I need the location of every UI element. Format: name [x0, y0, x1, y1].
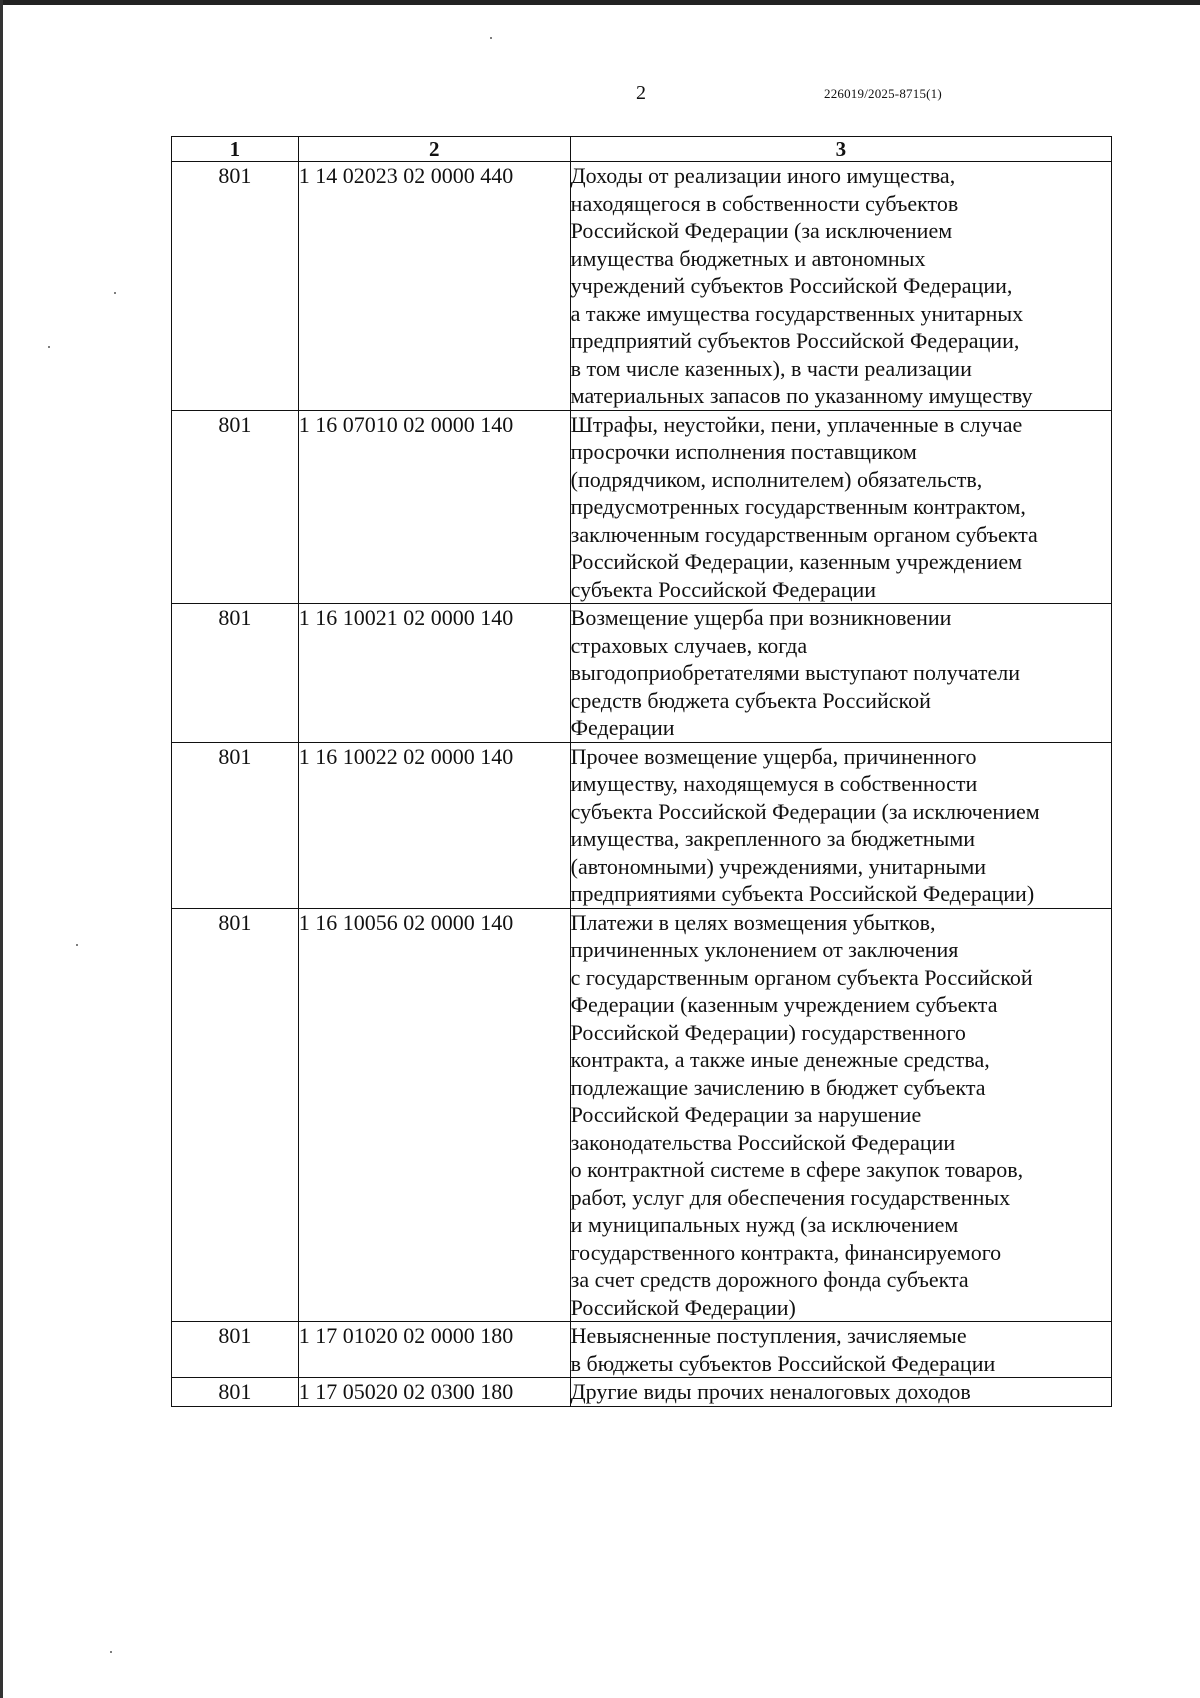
revenue-name-cell: Возмещение ущерба при возникновении страховых случаев, когда выгодоприобретателями выступают получатели средств бюджета субъекта Российской Федерации: [570, 604, 1111, 743]
kbk-code-cell: 1 16 10021 02 0000 140: [298, 604, 570, 743]
kbk-code-cell: 1 16 10022 02 0000 140: [298, 742, 570, 908]
kbk-code-cell: 1 14 02023 02 0000 440: [298, 162, 570, 411]
revenue-name-cell: Платежи в целях возмещения убытков, причиненных уклонением от заключения с государственным органом субъекта Российской Федерации (казенным учреждением субъекта Российской Федерации) государственного контракта, а также иные денежные средства, подлежащие зачислению в бюджет субъекта Российской Федерации за нарушение законодательства Российской Федерации о контрактной системе в сфере закупок товаров, работ, услуг для обеспечения государственных и муниципальных нужд (за исключением государственного контракта, финансируемого за счет средств дорожного фонда субъекта Российской Федерации): [570, 908, 1111, 1322]
table-row: [172, 908, 1112, 1322]
column-header-2: 2: [298, 137, 570, 162]
admin-code-cell: 801: [172, 1322, 299, 1378]
revenue-name-cell: Штрафы, неустойки, пени, уплаченные в случае просрочки исполнения поставщиком (подрядчиком, исполнителем) обязательств, предусмотренных государственным контрактом, заключенным государственным органом субъекта Российской Федерации, казенным учреждением субъекта Российской Федерации: [570, 410, 1111, 604]
admin-code-cell: 801: [172, 604, 299, 743]
table-row: [172, 410, 1112, 604]
admin-code-cell: 801: [172, 908, 299, 1322]
scan-speck: [48, 346, 50, 348]
kbk-code-cell: 1 16 10056 02 0000 140: [298, 908, 570, 1322]
table-row: [172, 1378, 1112, 1407]
table-row: [172, 1322, 1112, 1378]
scan-speck: [114, 292, 116, 294]
column-header-1: 1: [172, 137, 299, 162]
page-top-border: [0, 0, 1200, 5]
revenue-name-cell: Доходы от реализации иного имущества, находящегося в собственности субъектов Российской Федерации (за исключением имущества бюджетных и автономных учреждений субъектов Российской Федерации, а также имущества государственных унитарных предприятий субъектов Российской Федерации, в том числе казенных), в части реализации материальных запасов по указанному имуществу: [570, 162, 1111, 411]
kbk-code-cell: 1 16 07010 02 0000 140: [298, 410, 570, 604]
column-header-3: 3: [570, 137, 1111, 162]
admin-code-cell: 801: [172, 162, 299, 411]
table-row: [172, 742, 1112, 908]
admin-code-cell: 801: [172, 410, 299, 604]
table-row: [172, 604, 1112, 743]
document-id: 226019/2025-8715(1): [824, 86, 942, 101]
page-number: 2: [636, 82, 646, 104]
admin-code-cell: 801: [172, 1378, 299, 1407]
table-header-row: [172, 137, 1112, 162]
revenue-name-cell: Другие виды прочих неналоговых доходов: [570, 1378, 1111, 1407]
admin-code-cell: 801: [172, 742, 299, 908]
page-left-border: [0, 0, 3, 1698]
kbk-code-cell: 1 17 05020 02 0300 180: [298, 1378, 570, 1407]
kbk-code-cell: 1 17 01020 02 0000 180: [298, 1322, 570, 1378]
scan-speck: [76, 944, 78, 946]
scan-speck: [110, 1651, 112, 1653]
scan-speck: [490, 37, 492, 39]
revenue-name-cell: Прочее возмещение ущерба, причиненного имуществу, находящемуся в собственности субъекта Российской Федерации (за исключением имущества, закрепленного за бюджетными (автономными) учреждениями, унитарными предприятиями субъекта Российской Федерации): [570, 742, 1111, 908]
revenue-codes-table: [171, 136, 1112, 1407]
revenue-name-cell: Невыясненные поступления, зачисляемые в бюджеты субъектов Российской Федерации: [570, 1322, 1111, 1378]
table-row: [172, 162, 1112, 411]
